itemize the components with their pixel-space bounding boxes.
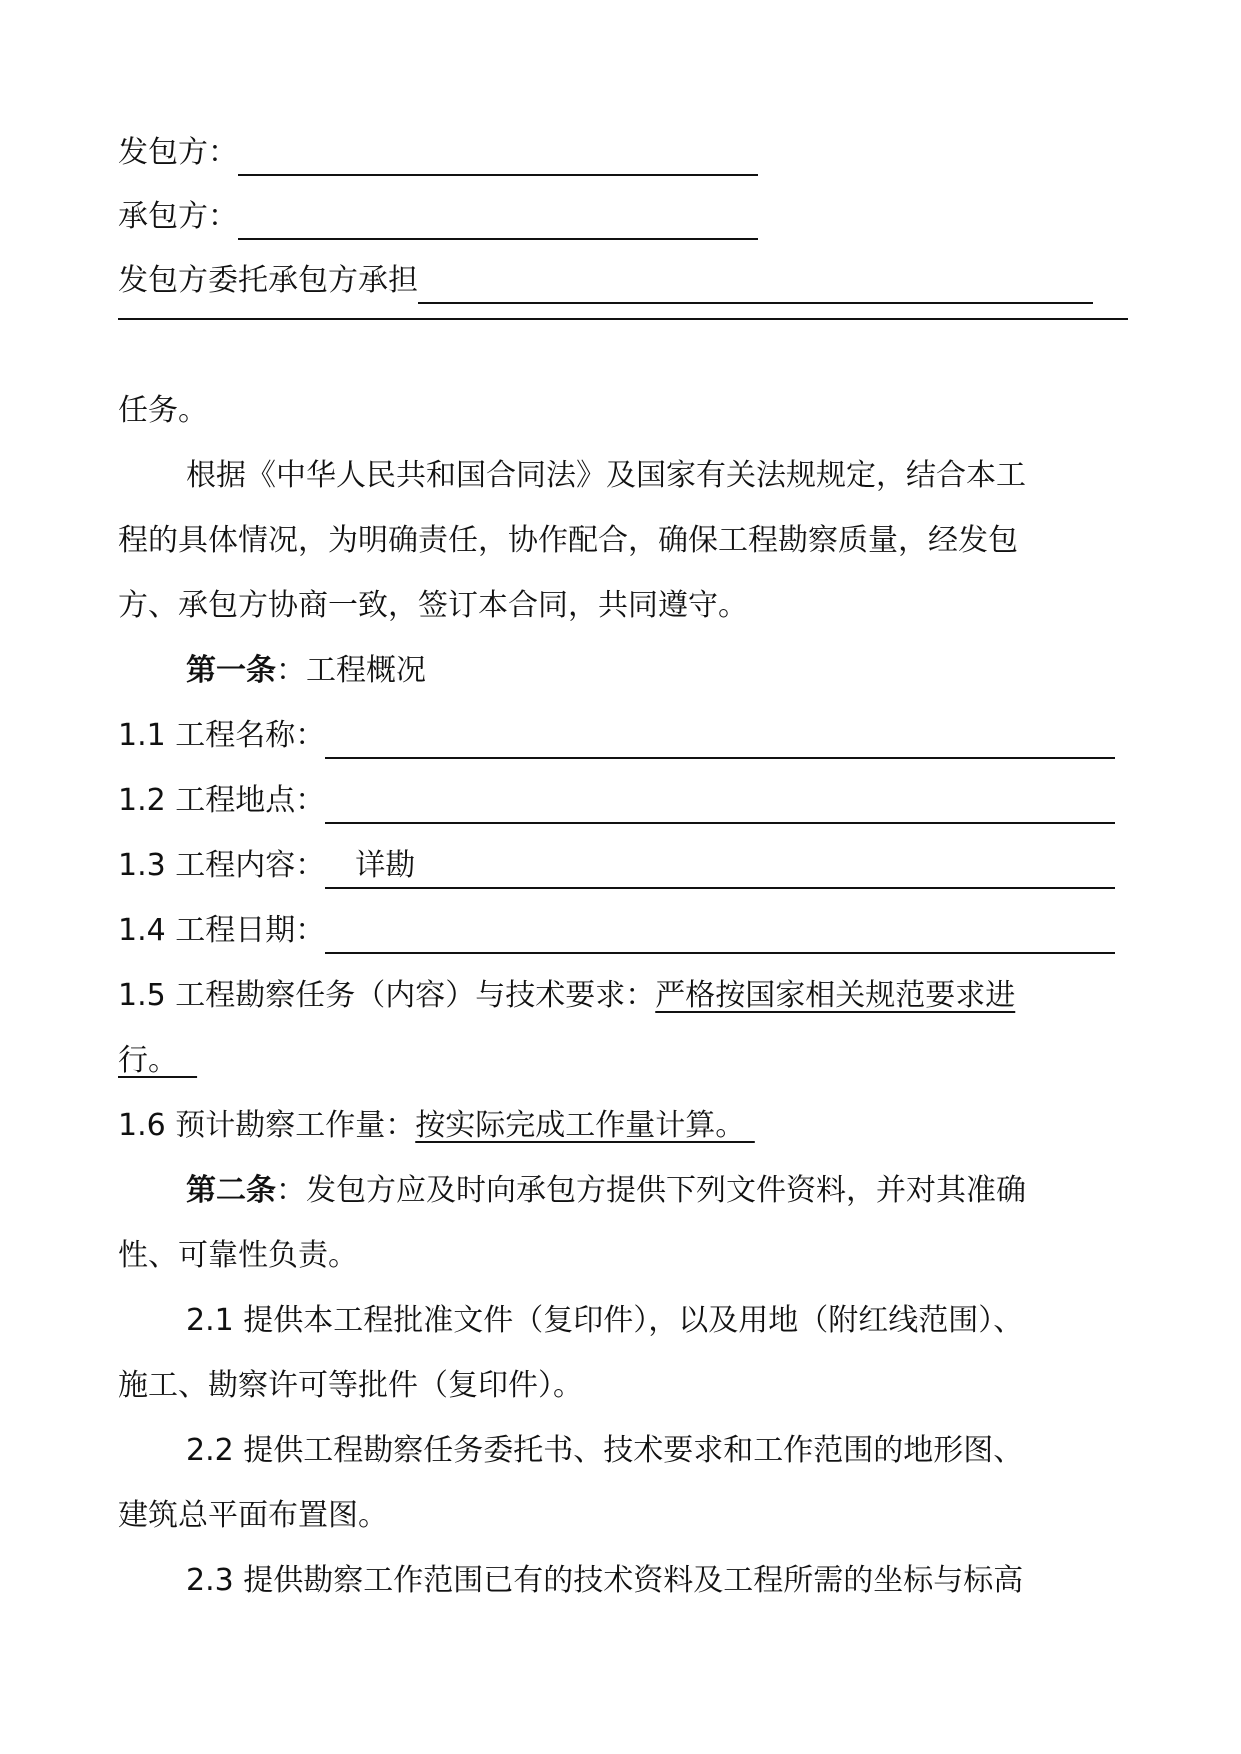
item-2-3-text-1: 2.3 提供勘察工作范围已有的技术资料及工程所需的坐标与标高 [186, 1563, 1024, 1598]
preamble-line-1 [118, 453, 1128, 499]
project-content-value: 详勘 [355, 848, 416, 883]
item-2-2-text-1: 2.2 提供工程勘察任务委托书、技术要求和工作范围的地形图、 [186, 1433, 1024, 1468]
preamble-text-3: 方、承包方协商一致，签订本合同，共同遵守。 [118, 588, 748, 623]
article1-title-rest: ：工程概况 [276, 653, 426, 688]
item-2-1-text-1: 2.1 提供本工程批准文件（复印件），以及用地（附红线范围）、 [186, 1303, 1024, 1338]
commission-line [118, 258, 1128, 304]
item-2-2-cont [118, 1493, 1128, 1539]
article1-heading [118, 648, 1128, 694]
task-suffix-line [118, 388, 1128, 434]
project-content-field[interactable] [325, 843, 1115, 889]
project-name-blank[interactable] [325, 713, 1115, 759]
project-name-label: 1.1 工程名称： [118, 718, 326, 753]
commission-text: 发包方委托承包方承担 [118, 263, 418, 298]
item-2-1-cont [118, 1363, 1128, 1409]
employer-line [118, 130, 1128, 176]
item-1-5 [118, 973, 1128, 1019]
item-2-2 [118, 1428, 1128, 1474]
article2-title-rest-1: ：发包方应及时向承包方提供下列文件资料，并对其准确 [276, 1173, 1026, 1208]
workload-label: 1.6 预计勘察工作量： [118, 1108, 416, 1143]
item-1-4 [118, 908, 1128, 954]
preamble-text-2: 程的具体情况，为明确责任，协作配合，确保工程勘察质量，经发包 [118, 523, 1018, 558]
item-1-1 [118, 713, 1128, 759]
project-location-blank[interactable] [325, 778, 1115, 824]
contractor-line [118, 194, 1128, 240]
preamble-line-3 [118, 583, 1128, 629]
contractor-label: 承包方： [118, 199, 238, 234]
item-2-2-text-2: 建筑总平面布置图。 [118, 1498, 388, 1533]
workload-value: 按实际完成工作量计算。 [415, 1108, 755, 1143]
preamble-line-2 [118, 518, 1128, 564]
article2-heading-cont [118, 1233, 1128, 1279]
commission-blank-continued[interactable] [118, 318, 1128, 320]
project-date-label: 1.4 工程日期： [118, 913, 326, 948]
item-1-5-cont [118, 1038, 1128, 1084]
item-2-3 [118, 1558, 1128, 1604]
preamble-text-1: 根据《中华人民共和国合同法》及国家有关法规规定，结合本工 [186, 458, 1026, 493]
survey-requirements-value-1: 严格按国家相关规范要求进 [655, 978, 1016, 1013]
item-1-2 [118, 778, 1128, 824]
item-1-6 [118, 1103, 1128, 1149]
commission-blank[interactable] [418, 258, 1093, 304]
item-2-1 [118, 1298, 1128, 1344]
article2-heading [118, 1168, 1128, 1214]
employer-blank[interactable] [238, 130, 758, 176]
project-date-blank[interactable] [325, 908, 1115, 954]
survey-requirements-value-2: 行。 [118, 1043, 198, 1078]
project-location-label: 1.2 工程地点： [118, 783, 326, 818]
article1-title: 第一条 [186, 653, 276, 688]
contractor-blank[interactable] [238, 194, 758, 240]
project-content-label: 1.3 工程内容： [118, 848, 326, 883]
item-2-1-text-2: 施工、勘察许可等批件（复印件）。 [118, 1368, 583, 1403]
article2-title: 第二条 [186, 1173, 276, 1208]
employer-label: 发包方： [118, 135, 238, 170]
article2-title-rest-2: 性、可靠性负责。 [118, 1238, 358, 1273]
item-1-3 [118, 843, 1128, 889]
survey-requirements-label: 1.5 工程勘察任务（内容）与技术要求： [118, 978, 656, 1013]
task-suffix: 任务。 [118, 393, 208, 428]
